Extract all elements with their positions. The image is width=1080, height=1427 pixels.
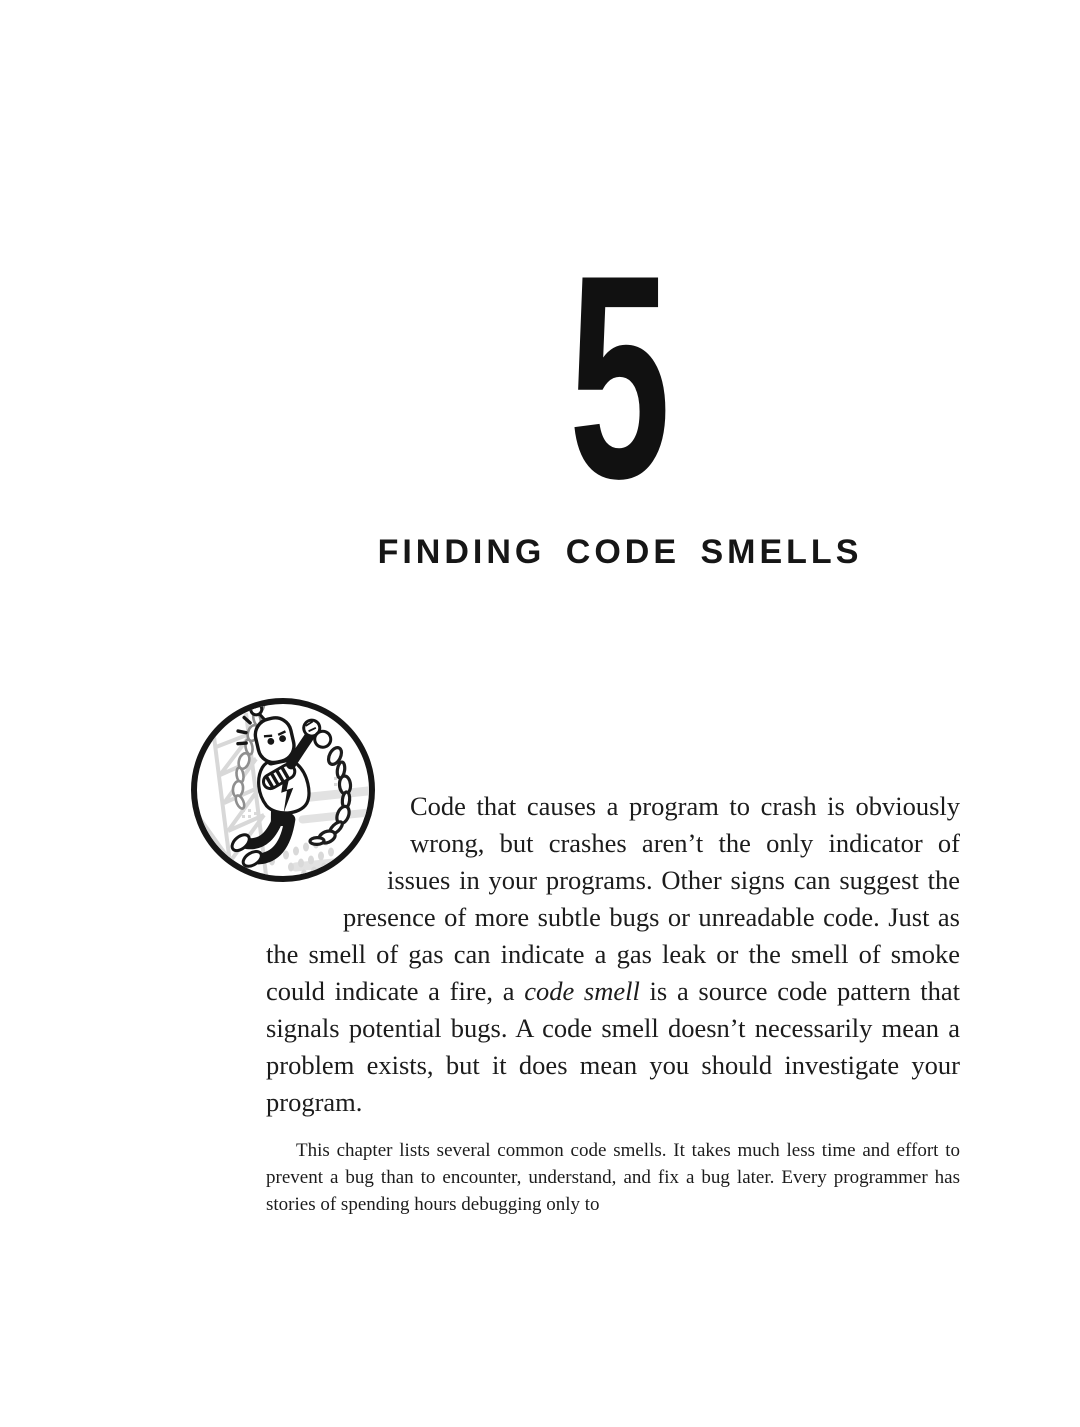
intro-paragraph-part2: is a source code pattern that signals potential bugs. A code smell doesn’t necessarily mean a problem exists, but it does mean you should investigate your program. — [266, 976, 961, 1117]
chapter-intro-text — [188, 788, 960, 1388]
chapter-number-digit: 5 — [569, 215, 671, 539]
chapter-overview-paragraph: This chapter lists several common code smells. It takes much less time and effort to prevent a bug than to encounter, understand, and fix a bug later. Every programmer has stories of spending hours debugging only to — [266, 1140, 960, 1215]
chapter-number — [263, 215, 977, 539]
code-smell-term: code smell — [524, 976, 640, 1006]
intro-paragraph-part1: Code that causes a program to crash is obviously wrong, but crashes aren’t the only indicator of issues in your programs. Other signs can suggest the presence of more subtle bugs or unreadable code. Just as the smell of gas can indicate a gas leak or the smell of smoke could indicate a fire, a — [266, 791, 960, 1006]
chapter-title: FINDING CODE SMELLS — [377, 533, 863, 571]
